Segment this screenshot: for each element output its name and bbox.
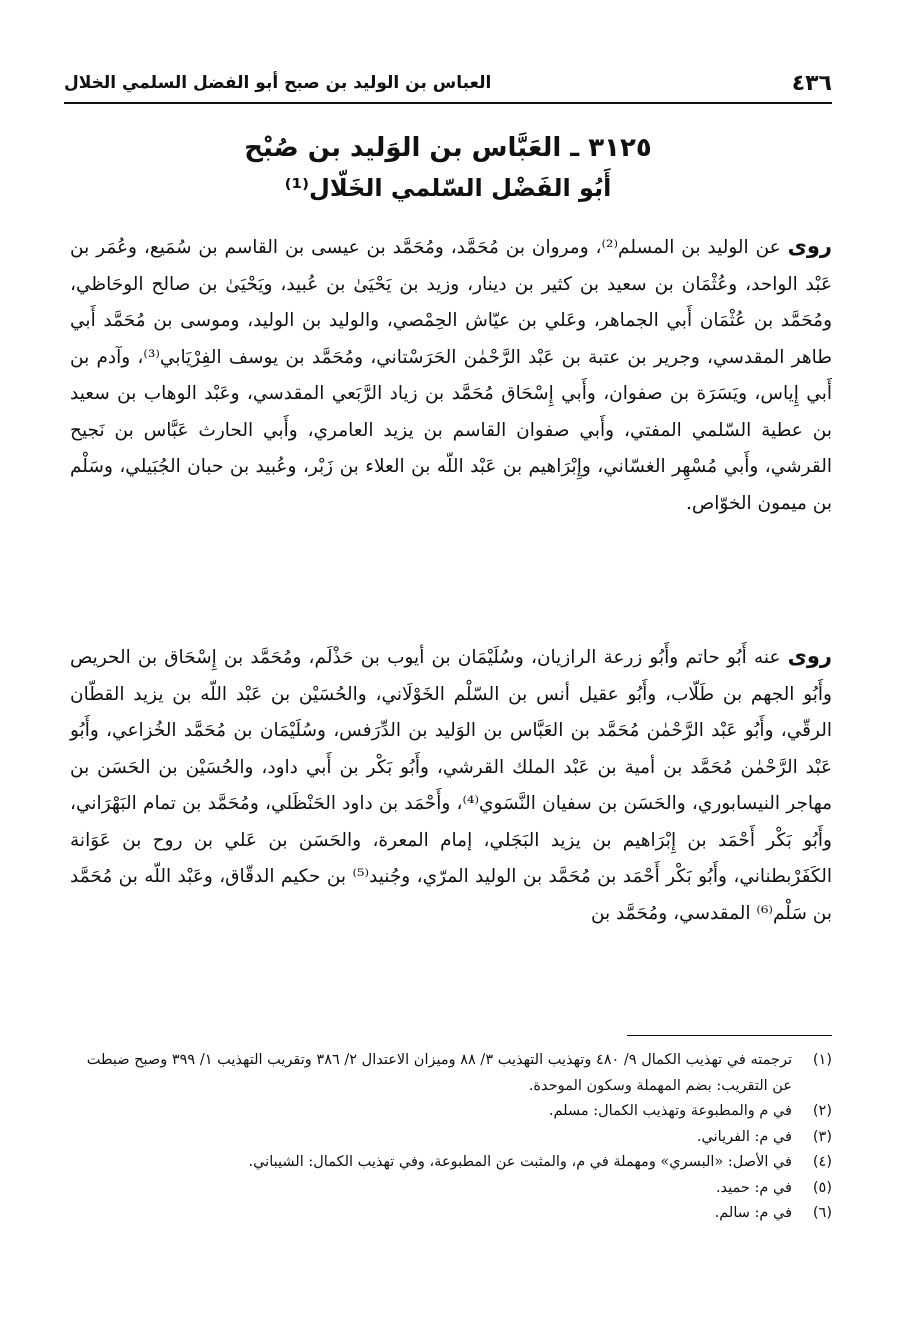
footnote-item: [70, 1201, 832, 1227]
footnote-text: في الأصل: «البسري» ومهملة في م، والمثبت عن المطبوعة، وفي تهذيب الكمال: الشيباني.: [248, 1154, 792, 1170]
footnote-item: [70, 1099, 832, 1125]
footnote-text: في م: سالم.: [714, 1205, 792, 1221]
footnote-number: (٣): [812, 1128, 832, 1145]
paragraph-lead-word: روى: [787, 234, 832, 258]
footnote-number: (٢): [812, 1103, 832, 1119]
footnote-text: في م والمطبوعة وتهذيب الكمال: مسلم.: [548, 1103, 792, 1119]
narrated-from-paragraph: [70, 228, 832, 522]
page-number: ٤٣٦: [791, 70, 832, 96]
footnote-number: (١): [812, 1052, 832, 1068]
footnote-number: (٤): [812, 1154, 832, 1170]
running-title: العباس بن الوليد بن صبح أبو الفضل السلمي الخلال: [64, 73, 492, 93]
footnote-number: (٥): [812, 1179, 832, 1196]
footnote-item: [70, 1125, 832, 1151]
paragraph-body: عن الوليد بن المسلم⁽²⁾، ومروان بن مُحَمَّد، ومُحَمَّد بن عيسى بن القاسم بن سُمَيع، وعُمَر بن عَبْد الواحد، وعُثْمَان بن سعيد بن كثير بن دينار، وزيد بن يَحْيَىٰ بن عُبيد، ويَحْيَىٰ بن صالح الوحَاظي، ومُحَمَّد بن عُثْمَان أَبي الجماهر، وعَلي بن عيّاش الحِمْصي، والوليد بن الوليد، وموسى بن مُحَمَّد أَبي طاهر المقدسي، وجرير بن عتبة بن عَبْد الرَّحْمٰن الحَرَسْتاني، ومُحَمَّد بن يوسف الفِرْيَابي⁽³⁾، وآدم بن أَبي إِياس، ويَسَرَة بن صفوان، وأَبي إِسْحَاق مُحَمَّد بن زياد الرَّبَعي المقدسي، وعَبْد الوهاب بن سعيد بن عطية السّلمي المفتي، وأَبي صفوان القاسم بن يزيد العامري، وأَبي الحارث عَبَّاس بن نَجيح القرشي، وأَبي مُسْهِر الغسّاني، وإِبْرَاهيم بن عَبْد اللّه بن العلاء بن زَبْر، وعُبيد بن حبان الجُبَيلي، وسَلْم بن ميمون الخوّاص.: [70, 237, 832, 514]
entry-title-kunya: أَبُو الفَضْل السّلمي الخَلّال⁽¹⁾: [284, 174, 612, 202]
footnote-item: [70, 1176, 832, 1202]
paragraph-body: عنه أَبُو حاتم وأَبُو زرعة الرازيان، وسُلَيْمَان بن أيوب بن حَذْلَم، ومُحَمَّد بن إِسْحَاق بن الحريص وأَبُو الجهم بن طَلّاب، وأَبُو عقيل أنس بن السّلْم الخَوْلَاني، والحُسَيْن بن عَبْد اللّه بن يزيد القطّان الرقّي، وأَبُو عَبْد الرَّحْمٰن مُحَمَّد بن العَبَّاس بن الوَليد بن الدِّرَفس، وسُلَيْمَان بن مُحَمَّد الخُزاعي، وأَبُو عَبْد الرَّحْمٰن مُحَمَّد بن أمية بن عَبْد الملك القرشي، وأَبُو بَكْر بن أَبي داود، والحُسَيْن بن الحَسَن بن مهاجر النيسابوري، والحَسَن بن سفيان النَّسَوي⁽⁴⁾، وأَحْمَد بن داود الحَنْظَلي، ومُحَمَّد بن تمام البَهْرَاني، وأَبُو بَكْر أَحْمَد بن إِبْرَاهيم بن يزيد البَجَلي، إمام المعرة، والحَسَن بن عَلي بن روح بن عَوَانة الكَفَرْبطناني، وأَبُو بَكْر أَحْمَد بن مُحَمَّد بن الوليد المرّي، وجُنيد⁽⁵⁾ بن حكيم الدقّاق، وعَبْد اللّه بن مُحَمَّد بن سَلْم⁽⁶⁾ المقدسي، ومُحَمَّد بن: [70, 647, 832, 924]
footnote-text: في م: حميد.: [715, 1179, 792, 1196]
footnote-item: [70, 1048, 832, 1099]
narrators-from-him-paragraph: [70, 638, 832, 932]
footnote-separator: [627, 1035, 832, 1036]
paragraph-lead-word: روى: [787, 644, 832, 668]
entry-title: [64, 128, 832, 208]
footnote-item: [70, 1150, 832, 1176]
entry-title-name: ٣١٢٥ ـ العَبَّاس بن الوَليد بن صُبْح: [244, 133, 652, 163]
footnote-number: (٦): [812, 1205, 832, 1221]
footnote-text: في م: الفرياني.: [696, 1128, 792, 1145]
footnotes-list: [70, 1048, 832, 1227]
footnote-text: ترجمته في تهذيب الكمال ٩/ ٤٨٠ وتهذيب التهذيب ٣/ ٨٨ وميزان الاعتدال ٢/ ٣٨٦ وتقريب التهذيب ١/ ٣٩٩ وصبح ضبطت عن التقريب: بضم المهملة وسكون الموحدة.: [86, 1052, 792, 1094]
running-header: [64, 64, 832, 104]
